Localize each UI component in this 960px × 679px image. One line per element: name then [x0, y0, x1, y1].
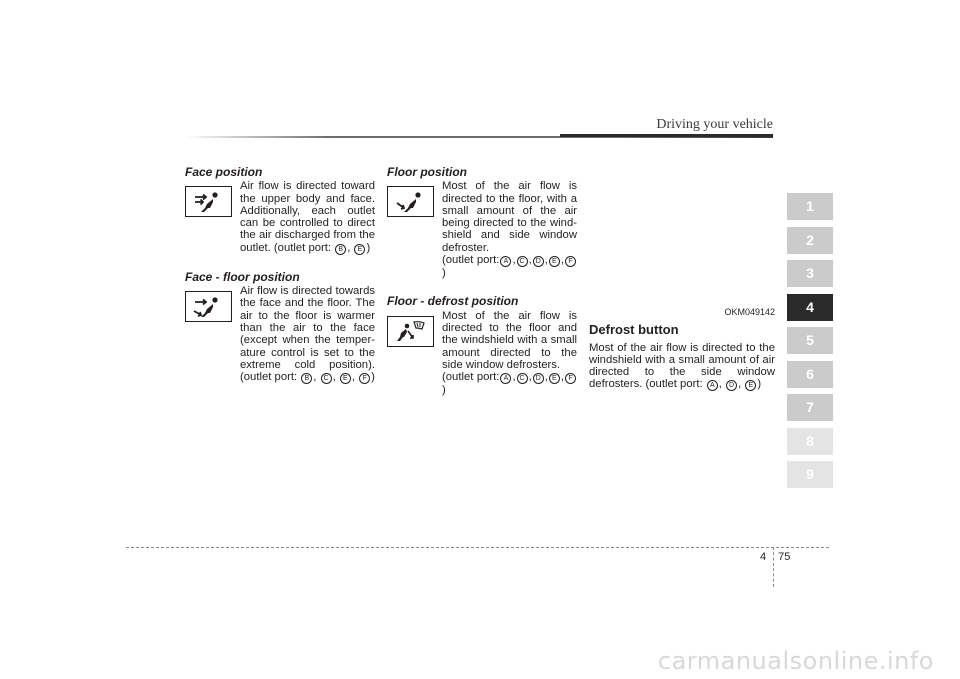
chapter-number: 4	[760, 551, 767, 563]
port-b-badge: B	[335, 244, 346, 255]
page-number	[760, 551, 790, 563]
vent-floor-defrost-icon	[387, 316, 434, 347]
defrost-button-heading: Defrost button	[589, 322, 679, 338]
floor-port-label: (outlet port:	[442, 254, 500, 267]
port-e-badge: E	[745, 380, 756, 391]
floor-position-heading: Floor position	[387, 165, 467, 179]
port-d-badge: D	[533, 373, 544, 384]
floor-defrost-position-heading: Floor - defrost position	[387, 294, 519, 309]
port-e-badge: E	[354, 244, 365, 255]
chapter-tab-8[interactable]: 8	[787, 428, 833, 455]
vent-floor-icon	[387, 186, 434, 217]
column-left: Face position Air flow is directed toward the upper body and face. Additionally, each outlet can be controlled to direct the air discharged from the outlet. (outlet port: B , E ) Face - floor position Air flow is directed towards the face and the floor. The air to the floor is warmer than the air to the face (except when the temper-ature control is set to the extreme cold position). (outlet port: B , C , E , F )	[185, 165, 375, 384]
page-number-value: 75	[778, 551, 791, 563]
image-code: OKM049142	[724, 307, 775, 317]
port-f-badge: F	[565, 373, 576, 384]
column-middle: Floor position Most of the air flow is directed to the floor, with a small amount of the air being directed to the wind-shield and side window defroster. (outlet port: A , C , D , E , F) Floor - defrost position Most of the air flow is directed to the floor and the windshield with a small amount directed to the side window defrosters. (outlet port: A , C , D , E , F)	[387, 165, 577, 397]
port-f-badge: F	[565, 256, 576, 267]
face-floor-position-heading: Face - floor position	[185, 269, 300, 284]
chapter-tab-9[interactable]: 9	[787, 461, 833, 488]
port-e-badge: E	[549, 373, 560, 384]
floor-position-text: Most of the air flow is directed to the floor, with a small amount of the air being directed to the wind-shield and side window defroster.	[442, 180, 577, 254]
port-e-badge: E	[549, 256, 560, 267]
floor-defrost-port-label: (outlet port:	[442, 371, 500, 384]
port-c-badge: C	[517, 373, 528, 384]
port-e-badge: E	[340, 373, 351, 384]
port-d-badge: D	[726, 380, 737, 391]
watermark: carmanualsonline.info	[657, 647, 934, 675]
chapter-tabs	[787, 193, 833, 495]
chapter-tab-6[interactable]: 6	[787, 361, 833, 388]
chapter-tab-5[interactable]: 5	[787, 327, 833, 354]
vent-face-icon	[185, 186, 232, 217]
chapter-tab-4[interactable]: 4	[787, 294, 833, 321]
port-a-badge: A	[707, 380, 718, 391]
face-position-text: Air flow is directed toward the upper body and face. Additionally, each outlet can be controlled to direct the air discharged from the outlet. (outlet port:	[240, 180, 375, 254]
chapter-tab-7[interactable]: 7	[787, 394, 833, 421]
face-floor-position-text: Air flow is directed towards the face and the floor. The air to the floor is warmer than the air to the face (except when the temper-ature control is set to the extreme cold position). (outlet port:	[240, 285, 375, 384]
chapter-tab-3[interactable]: 3	[787, 260, 833, 287]
column-right: OKM049142 Defrost button Most of the air flow is directed to the windshield with a small amount of air directed to the side window defrosters. (outlet port: A , D , E )	[589, 307, 775, 391]
chapter-tab-2[interactable]: 2	[787, 227, 833, 254]
face-position-heading: Face position	[185, 165, 263, 179]
footer-divider	[126, 547, 829, 548]
defrost-button-text: Most of the air flow is directed to the windshield with a small amount of air directed to the side window defrosters. (outlet port:	[589, 341, 775, 391]
port-c-badge: C	[321, 373, 332, 384]
chapter-tab-1[interactable]: 1	[787, 193, 833, 220]
port-a-badge: A	[500, 256, 511, 267]
header-rule-accent	[560, 134, 773, 137]
port-c-badge: C	[517, 256, 528, 267]
port-a-badge: A	[500, 373, 511, 384]
port-b-badge: B	[301, 373, 312, 384]
port-f-badge: F	[359, 373, 370, 384]
vent-face-floor-icon	[185, 291, 232, 322]
port-d-badge: D	[533, 256, 544, 267]
header-title: Driving your vehicle	[656, 117, 773, 132]
floor-defrost-position-text: Most of the air flow is directed to the floor and the windshield with a small amount directed to the side window defrosters.	[442, 309, 577, 371]
